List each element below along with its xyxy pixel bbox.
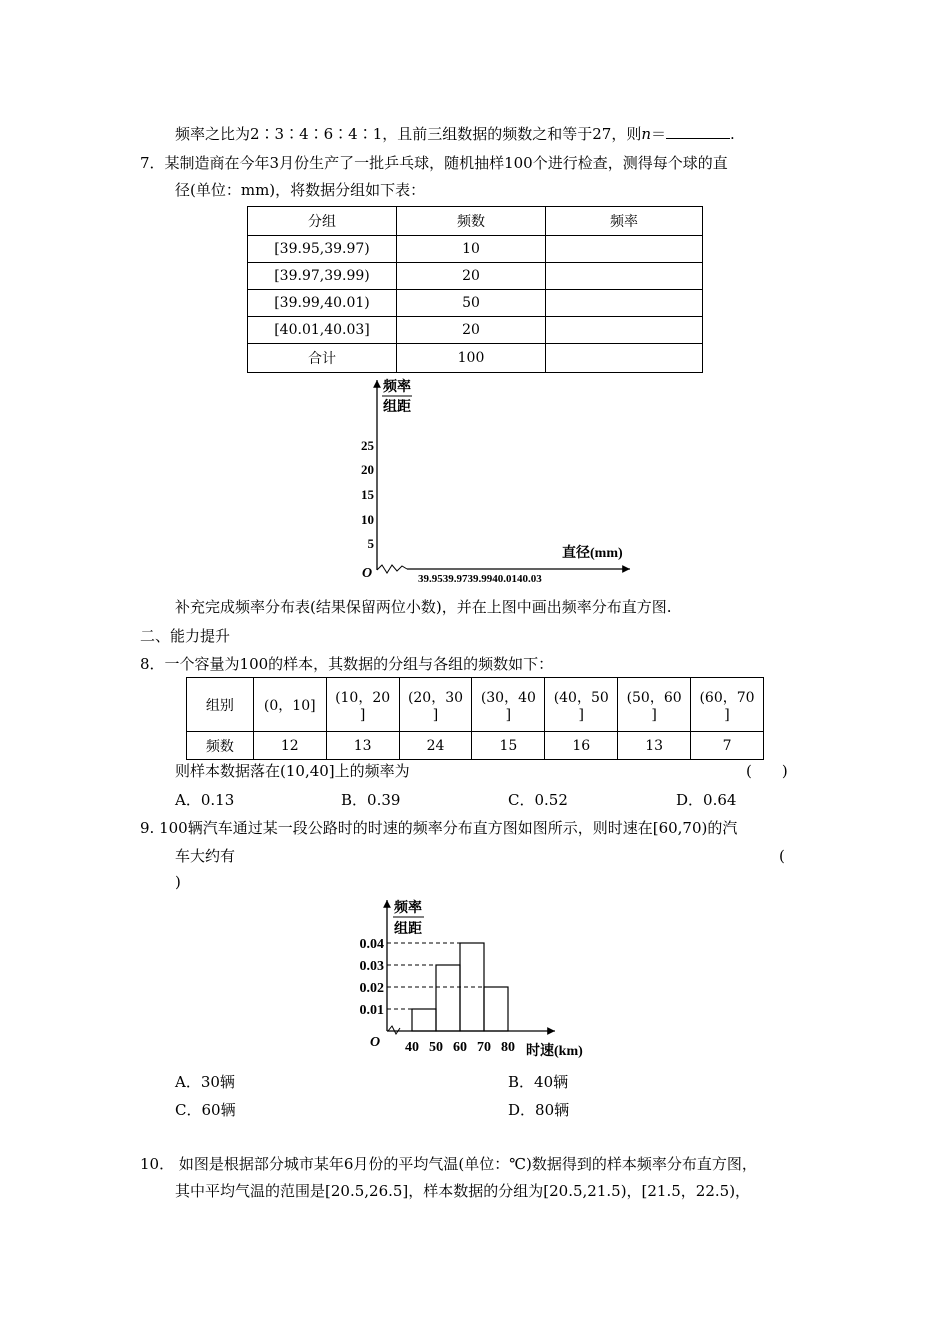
answer-paren[interactable]: ( ) [746,762,788,780]
count-cell: 15 [472,732,545,760]
y-label-top: 频率 [394,901,422,916]
x-axis-label: 时速(km) [526,1044,583,1059]
x-tick-label: 60 [453,1040,467,1055]
group-cell: [39.95,39.97) [248,236,397,263]
count-cell: 13 [326,732,399,760]
group-cell: [39.97,39.99) [248,263,397,290]
x-axis-label: 直径(mm) [562,546,623,561]
axis-break-zigzag [388,1026,400,1034]
option-c[interactable]: C．60辆 [175,1101,236,1119]
group-cell: (40，50 ] [545,678,618,732]
group-cell: [39.99,40.01) [248,290,397,317]
histogram-bar [436,965,460,1031]
freq-cell[interactable] [546,263,703,290]
count-cell: 20 [397,317,546,344]
q6-tail: 频率之比为2∶3∶4∶6∶4∶1，且前三组数据的频数之和等于27，则n＝ . [175,125,735,143]
group-cell: (10，20 ] [326,678,399,732]
table-header: 频数 [397,207,546,236]
y-tick-label: 20 [361,462,374,477]
origin-label: O [362,566,373,581]
group-cell: (50，60 ] [618,678,691,732]
y-tick-label: 0.01 [360,1003,384,1018]
row-head: 组别 [187,678,254,732]
origin-label: O [370,1035,381,1050]
table-header: 频率 [546,207,703,236]
y-tick-label: 10 [361,512,374,527]
y-tick-label: 0.02 [360,981,384,996]
answer-paren-close[interactable]: ) [175,873,181,891]
y-label-top: 频率 [383,380,411,395]
y-tick-label: 15 [361,487,374,502]
option-b[interactable]: B．40辆 [508,1073,569,1091]
option-c[interactable]: C．0.52 [508,791,568,809]
freq-cell[interactable] [546,236,703,263]
freq-cell[interactable] [546,317,703,344]
q9-stem-line2: 车大约有 [175,847,236,865]
count-cell: 12 [253,732,326,760]
histogram-bar [484,987,508,1031]
table-row [187,732,764,760]
q8-question: 则样本数据落在(10,40]上的频率为 [175,762,410,780]
option-d[interactable]: D．80辆 [508,1101,570,1119]
q9-stem-line1: 9. 100辆汽车通过某一段公路时的时速的频率分布直方图如图所示，则时速在[60,70)的汽 [140,819,738,837]
count-cell: 50 [397,290,546,317]
table-header: 分组 [248,207,397,236]
answer-blank[interactable] [666,124,730,139]
q9-histogram [360,895,620,1063]
q7-blank-axes[interactable] [340,372,640,584]
x-tick-label: 40 [405,1040,419,1055]
q7-frequency-table [247,206,703,373]
answer-paren-open[interactable]: ( [779,847,785,865]
count-cell: 24 [399,732,472,760]
q10-stem-line2: 其中平均气温的范围是[20.5,26.5]，样本数据的分组为[20.5,21.5)，[21.5，22.5)， [175,1182,751,1200]
table-row [248,344,703,373]
count-cell: 10 [397,236,546,263]
row-head: 频数 [187,732,254,760]
y-tick-label: 5 [367,536,374,551]
x-tick-label: 50 [429,1040,443,1055]
freq-cell[interactable] [546,344,703,373]
count-cell: 16 [545,732,618,760]
q8-stem: 8．一个容量为100的样本，其数据的分组与各组的频数如下： [140,655,554,673]
group-cell: [40.01,40.03] [248,317,397,344]
x-tick-label: 70 [477,1040,491,1055]
count-cell: 13 [618,732,691,760]
q7-instruction: 补充完成频率分布表(结果保留两位小数)，并在上图中画出频率分布直方图. [175,598,672,616]
y-label-bottom: 组距 [394,922,422,937]
group-cell: (20，30 ] [399,678,472,732]
freq-cell[interactable] [546,290,703,317]
option-a[interactable]: A．0.13 [175,791,235,809]
option-d[interactable]: D．0.64 [676,791,737,809]
group-cell: (30，40 ] [472,678,545,732]
table-row [248,263,703,290]
y-tick-label: 0.04 [360,937,384,952]
table-row [248,317,703,344]
table-row [248,290,703,317]
section-heading: 二、能力提升 [140,627,231,645]
group-cell: (60，70 ] [691,678,764,732]
q7-stem-line2: 径(单位：mm)，将数据分组如下表： [175,181,426,199]
q7-stem-line1: 7．某制造商在今年3月份生产了一批乒乓球，随机抽样100个进行检查，测得每个球的直 [140,154,728,172]
count-cell: 20 [397,263,546,290]
histogram-bar [412,1009,436,1031]
y-label-bottom: 组距 [383,400,411,415]
option-a[interactable]: A．30辆 [175,1073,235,1091]
y-tick-label: 0.03 [360,959,384,974]
axis-break-zigzag [377,565,407,573]
x-tick-labels: 39.9539.9739.9940.0140.03 [418,573,542,584]
group-cell: (0，10] [253,678,326,732]
x-tick-label: 80 [501,1040,515,1055]
table-row [187,678,764,732]
q10-stem-line1: 10． 如图是根据部分城市某年6月份的平均气温(单位：℃)数据得到的样本频率分布直方图， [140,1155,757,1173]
table-row [248,236,703,263]
q8-table [186,677,764,760]
y-tick-label: 25 [361,438,374,453]
group-cell: 合计 [248,344,397,373]
option-b[interactable]: B．0.39 [341,791,401,809]
count-cell: 100 [397,344,546,373]
count-cell: 7 [691,732,764,760]
